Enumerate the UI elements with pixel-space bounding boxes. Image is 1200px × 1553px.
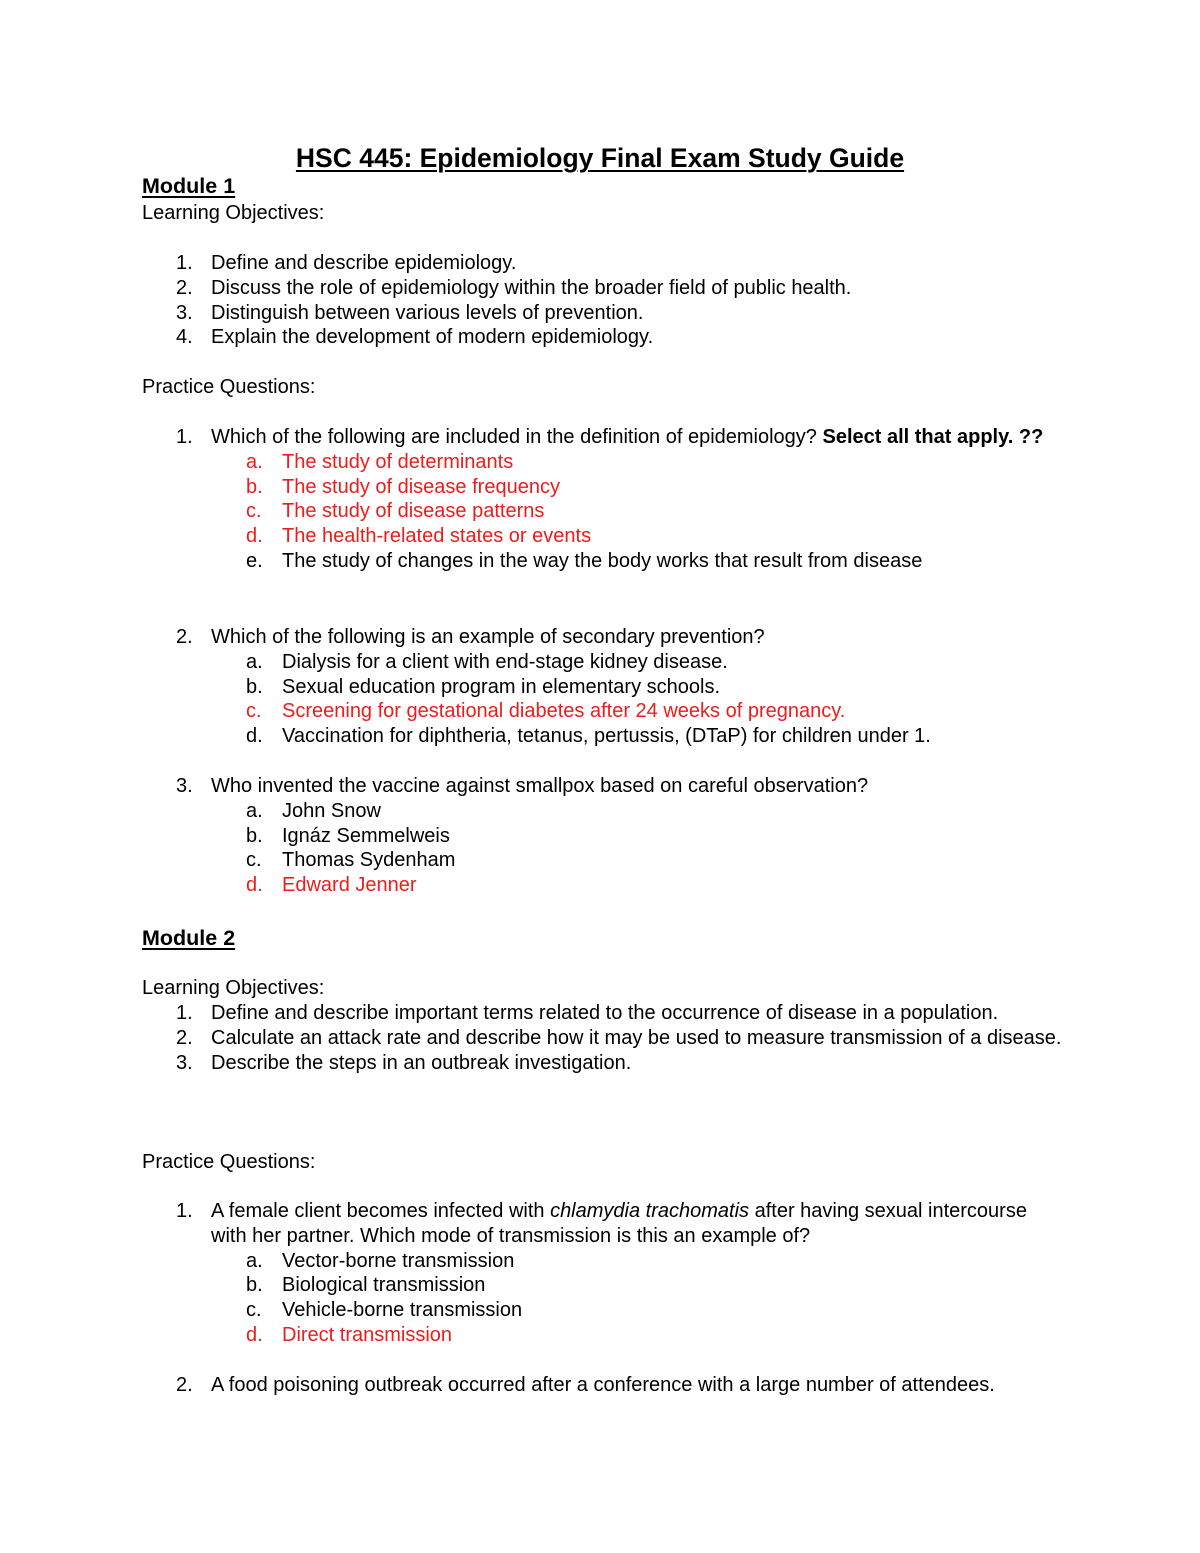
module-1-heading: Module 1 — [142, 174, 236, 198]
answer-option-correct — [142, 475, 1062, 500]
objective-text: Define and describe important terms related to the occurrence of disease in a population. — [211, 1002, 999, 1024]
option-letter: d. — [246, 874, 263, 897]
option-letter: b. — [246, 1274, 263, 1297]
option-letter: e. — [246, 549, 263, 572]
option-letter: c. — [246, 849, 262, 872]
option-text: Direct transmission — [282, 1323, 453, 1346]
question-m1-q3 — [142, 774, 1062, 898]
module-2-heading-block — [142, 925, 1062, 951]
answer-option — [142, 724, 1062, 749]
option-text: Ignáz Semmelweis — [282, 824, 450, 847]
option-text: Vaccination for diphtheria, tetanus, pertussis, (DTaP) for children under 1. — [282, 725, 931, 748]
question-number: 3. — [176, 775, 193, 797]
objective-number: 1. — [176, 1002, 193, 1024]
question-stem — [142, 1373, 1062, 1398]
module-2-objectives-list — [142, 1001, 1062, 1075]
option-text: The health-related states or events — [282, 525, 592, 548]
option-letter: b. — [246, 675, 263, 698]
objective-text: Describe the steps in an outbreak investigation. — [211, 1051, 632, 1074]
objective-number: 4. — [176, 326, 193, 349]
question-m1-q2 — [142, 625, 1062, 749]
answer-option-correct — [142, 1323, 1062, 1348]
option-text: Vehicle-borne transmission — [282, 1299, 523, 1322]
option-letter: d. — [246, 1323, 263, 1346]
objective-item — [142, 276, 1062, 301]
objective-number: 3. — [176, 301, 193, 324]
objective-number: 2. — [176, 1026, 193, 1049]
objective-text: Define and describe epidemiology. — [211, 252, 517, 274]
objective-number: 1. — [176, 252, 193, 274]
option-letter: c. — [246, 1299, 262, 1322]
option-letter: a. — [246, 650, 263, 673]
question-number: 2. — [176, 1374, 193, 1396]
module-1-practice-label-block — [142, 375, 1062, 400]
objective-number: 2. — [176, 276, 193, 299]
module-2-practice-label-block — [142, 1150, 1062, 1175]
question-emphasis: Select all that apply. ?? — [822, 426, 1044, 448]
option-text: The study of disease patterns — [282, 500, 545, 523]
question-text: Which of the following is an example of secondary prevention? — [211, 626, 765, 648]
answer-option — [142, 650, 1062, 675]
objective-item — [142, 1051, 1062, 1076]
objective-text: Discuss the role of epidemiology within the broader field of public health. — [211, 276, 852, 299]
objective-number: 3. — [176, 1051, 193, 1074]
objective-item — [142, 325, 1062, 350]
question-text: Which of the following are included in the definition of epidemiology? — [211, 426, 817, 448]
option-text: The study of changes in the way the body works that result from disease — [282, 549, 923, 572]
objective-item — [142, 1026, 1062, 1051]
answer-option-correct — [142, 499, 1062, 524]
objective-text: Distinguish between various levels of prevention. — [211, 301, 644, 324]
option-text: Sexual education program in elementary schools. — [282, 675, 721, 698]
question-m2-q2 — [142, 1373, 1062, 1398]
answer-option-correct — [142, 699, 1062, 724]
answer-option-correct — [142, 450, 1062, 475]
module-1-practice-label: Practice Questions: — [142, 376, 316, 398]
question-stem — [142, 774, 1062, 799]
module-2-practice-label: Practice Questions: — [142, 1151, 316, 1173]
module-2-objectives-label: Learning Objectives: — [142, 977, 325, 999]
answer-option — [142, 675, 1062, 700]
answer-option — [142, 848, 1062, 873]
answer-option-correct — [142, 873, 1062, 898]
module-1-heading-block — [142, 173, 1062, 199]
question-stem — [142, 425, 1062, 450]
answer-option — [142, 799, 1062, 824]
option-letter: d. — [246, 525, 263, 548]
question-stem — [142, 1199, 1062, 1249]
answer-option — [142, 549, 1062, 574]
module-2-heading: Module 2 — [142, 926, 236, 950]
question-text: A food poisoning outbreak occurred after a conference with a large number of attendees. — [211, 1374, 995, 1396]
module-2-objectives-label-block — [142, 976, 1062, 1001]
answer-option — [142, 824, 1062, 849]
question-stem — [142, 625, 1062, 650]
objective-text: Calculate an attack rate and describe how it may be used to measure transmission of a disease. — [211, 1026, 1062, 1049]
option-text: Dialysis for a client with end-stage kidney disease. — [282, 650, 728, 673]
question-number: 1. — [176, 1200, 193, 1222]
objective-text: Explain the development of modern epidemiology. — [211, 326, 654, 349]
objective-item — [142, 1001, 1062, 1026]
option-letter: a. — [246, 450, 263, 473]
option-letter: c. — [246, 500, 262, 523]
answer-option — [142, 1298, 1062, 1323]
objective-item — [142, 251, 1062, 276]
document-title: HSC 445: Epidemiology Final Exam Study Guide — [295, 143, 905, 173]
option-text: John Snow — [282, 799, 381, 822]
answer-option — [142, 1273, 1062, 1298]
module-1-objectives-label-block — [142, 201, 1062, 226]
question-text: Who invented the vaccine against smallpox based on careful observation? — [211, 775, 869, 797]
answer-option-correct — [142, 524, 1062, 549]
option-text: Vector-borne transmission — [282, 1249, 515, 1272]
question-text-before: A female client becomes infected with — [211, 1200, 551, 1222]
option-letter: c. — [246, 700, 262, 723]
question-number: 2. — [176, 626, 193, 648]
option-text: The study of disease frequency — [282, 475, 560, 498]
question-m2-q1 — [142, 1199, 1062, 1348]
option-letter: b. — [246, 824, 263, 847]
option-letter: b. — [246, 475, 263, 498]
answer-option — [142, 1249, 1062, 1274]
objective-item — [142, 301, 1062, 326]
question-text-after: after having sexual intercourse with her partner. Which mode of transmission is this an example of? — [211, 1200, 1027, 1247]
question-number: 1. — [176, 426, 193, 448]
option-text: Thomas Sydenham — [282, 849, 456, 872]
module-1-objectives-label: Learning Objectives: — [142, 202, 325, 224]
question-m1-q1 — [142, 425, 1062, 574]
option-text: The study of determinants — [282, 450, 514, 473]
option-text: Biological transmission — [282, 1274, 486, 1297]
option-text: Screening for gestational diabetes after 24 weeks of pregnancy. — [282, 700, 846, 723]
question-text-italic: chlamydia trachomatis — [550, 1200, 750, 1222]
option-letter: d. — [246, 725, 263, 748]
option-text: Edward Jenner — [282, 874, 417, 897]
module-1-objectives-list — [142, 251, 1062, 350]
option-letter: a. — [246, 799, 263, 822]
option-letter: a. — [246, 1249, 263, 1272]
